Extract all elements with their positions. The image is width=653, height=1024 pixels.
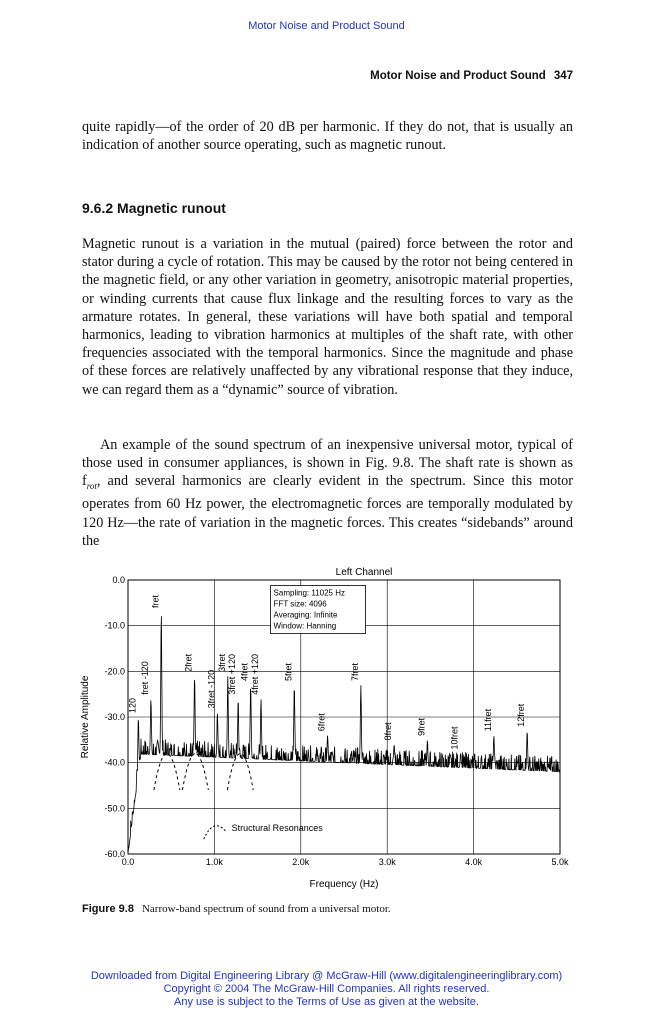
spectrum-trace — [128, 616, 560, 854]
peak-label: 3fret -120 — [206, 669, 217, 709]
peak-label: 120 — [127, 697, 138, 713]
y-tick-label: -20.0 — [104, 666, 125, 677]
annotation-label: Structural Resonances — [231, 823, 323, 834]
peak-label: 6fret — [316, 713, 327, 732]
peak-label: fret -120 — [139, 661, 150, 695]
x-tick-label: 4.0k — [465, 857, 483, 867]
peak-label: 3fret — [216, 653, 227, 672]
spectrum-figure — [78, 562, 578, 897]
peak-label: 5fret — [283, 663, 294, 682]
chart-title: Left Channel — [335, 567, 393, 578]
resonance-curve — [227, 754, 253, 791]
running-title: Motor Noise and Product Sound — [370, 70, 546, 82]
y-axis-label: Relative Amplitude — [80, 675, 91, 759]
rot-subscript: rot — [86, 481, 97, 492]
x-tick-label: 0.0 — [121, 857, 135, 867]
peak-label: 7fret — [349, 663, 360, 682]
x-tick-label: 2.0k — [292, 857, 310, 867]
paragraph-3 — [82, 436, 573, 550]
top-source-link[interactable]: Motor Noise and Product Sound — [248, 20, 405, 32]
y-tick-label: -40.0 — [104, 757, 125, 768]
resonance-curve — [182, 754, 208, 791]
section-heading: 9.6.2 Magnetic runout — [82, 200, 226, 216]
x-axis-label: Frequency (Hz) — [309, 879, 379, 890]
y-tick-label: -60.0 — [104, 849, 125, 859]
peak-label: 3fret +120 — [227, 653, 238, 695]
peak-label: 11fret — [482, 708, 493, 732]
y-tick-label: -50.0 — [104, 803, 125, 814]
peak-label: 2fret — [183, 653, 194, 672]
running-head — [370, 70, 573, 82]
y-tick-label: 0.0 — [112, 575, 125, 585]
footer-line-3: Any use is subject to the Terms of Use as given at the website. — [174, 996, 479, 1008]
spectrum-chart — [78, 562, 578, 897]
resonance-curve — [154, 754, 180, 791]
peak-label: fret — [150, 594, 161, 608]
page-number: 347 — [553, 70, 573, 82]
peak-label: 10fret — [449, 726, 460, 750]
footer-line-2: Copyright © 2004 The McGraw-Hill Companies. All rights reserved. — [163, 983, 490, 995]
download-footer — [0, 970, 653, 1009]
caption-text: Narrow-band spectrum of sound from a universal motor. — [141, 903, 391, 915]
y-tick-label: -10.0 — [104, 620, 125, 631]
y-tick-label: -30.0 — [104, 712, 125, 722]
paragraph-1: quite rapidly—of the order of 20 dB per harmonic. If they do not, that is usually an indication of another source operating, such as magnetic runout. — [82, 119, 573, 154]
paragraph-3-text-b: , and several harmonics are clearly evident in the spectrum. Since this motor operates from 60 Hz power, the electromagnetic forces are temporally modulated by 120 Hz—the rate of variation in the magnetic forces. This creates “sidebands” around the — [82, 473, 573, 549]
paragraph-3-text-a: An example of the sound spectrum of an inexpensive universal motor, typical of those used in consumer appliances, is shown in Fig. 9.8. The shaft rate is shown as f — [82, 437, 573, 490]
info-box-line: Window: Hanning — [273, 621, 337, 631]
info-box-line: Sampling: 11025 Hz — [273, 588, 346, 598]
figure-caption — [82, 903, 391, 915]
caption-label: Figure 9.8 — [82, 903, 134, 915]
x-tick-label: 3.0k — [378, 857, 396, 867]
peak-label: 8fret — [383, 722, 394, 741]
peak-label: 12fret — [516, 703, 527, 727]
paragraph-2: Magnetic runout is a variation in the mutual (paired) force between the rotor and stator during a cycle of rotation. This may be caused by the rotor not being centered in the magnetic field, or any other variation in geometry, anisotropic material properties, or winding currents that cause flux linkage and the resulting forces to vary as the armature rotates. In general, these variations will have both spatial and temporal harmonics, leading to vibration harmonics at multiples of the shaft rate, with other frequencies associated with the temporal harmonics. Since the magnitude and phase of these forces are relatively unaffected by any vibrational response that they induce, we can regard them as a “dynamic” source of vibration. — [82, 236, 573, 398]
x-tick-label: 1.0k — [205, 857, 223, 867]
peak-label: 9fret — [416, 717, 427, 736]
footer-line-1[interactable]: Downloaded from Digital Engineering Library @ McGraw-Hill (www.digitalengineeringlibrary.com) — [90, 970, 563, 982]
x-tick-label: 5.0k — [551, 857, 569, 867]
info-box-line: FFT size: 4096 — [273, 599, 327, 609]
info-box-line: Averaging: Infinite — [273, 610, 338, 620]
peak-label: 4fret +120 — [250, 653, 261, 695]
peak-label: 4fret — [239, 663, 250, 682]
